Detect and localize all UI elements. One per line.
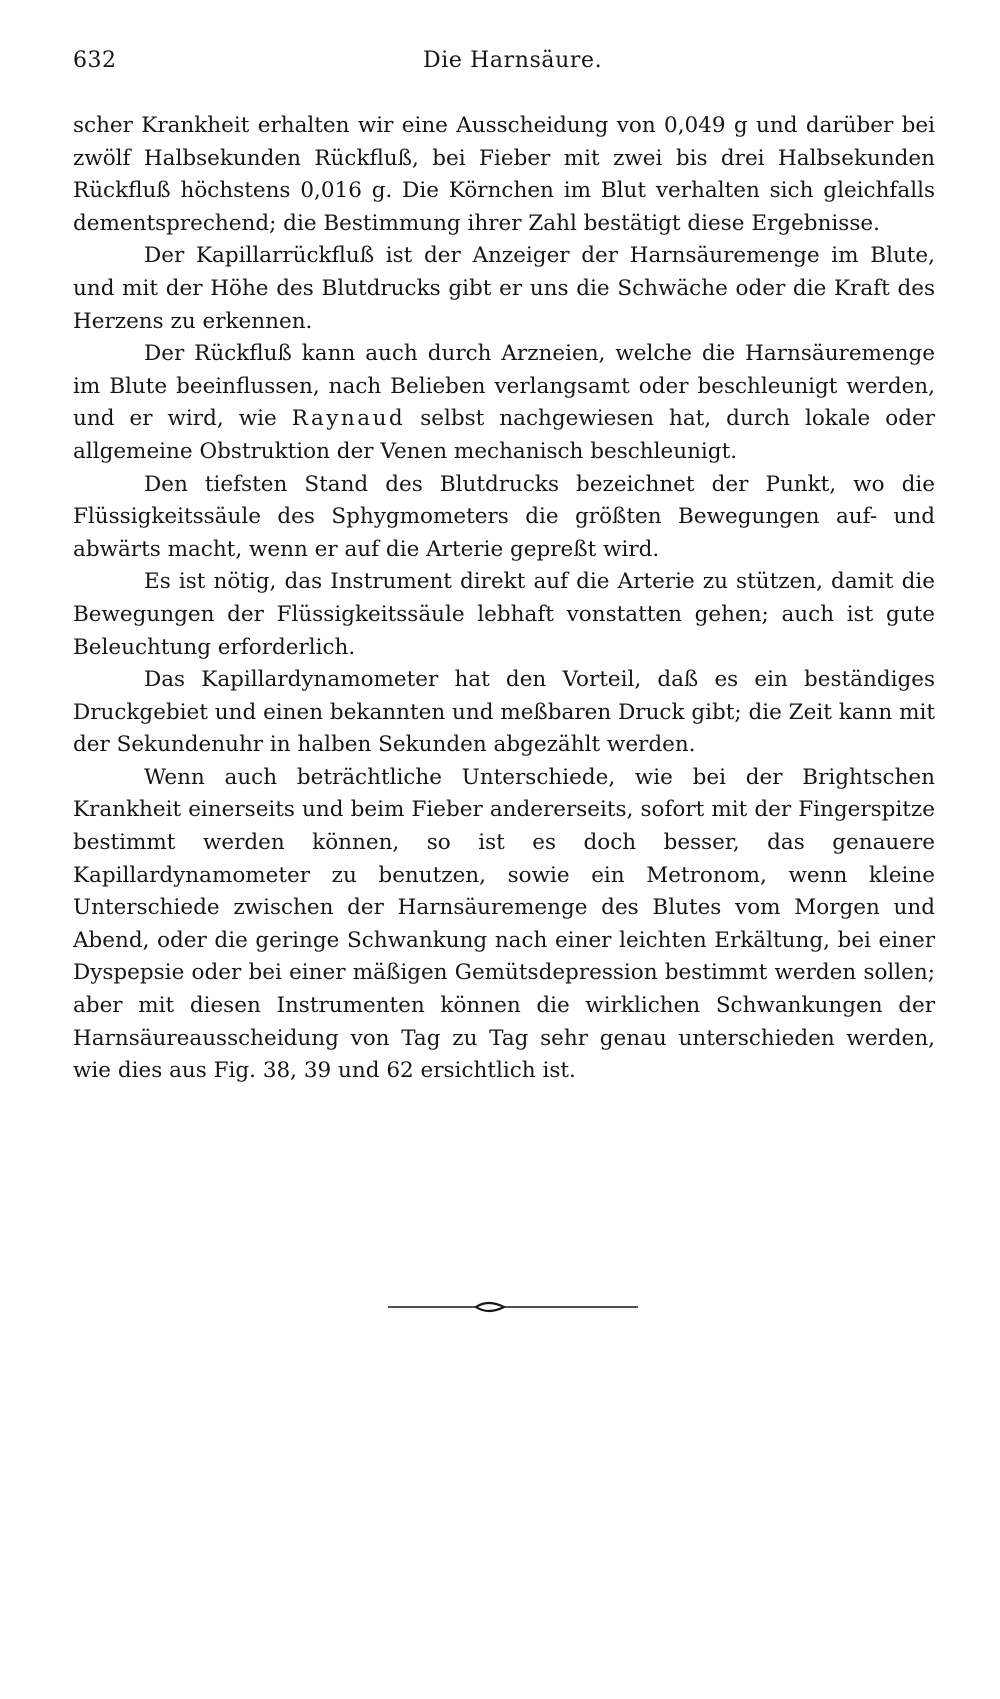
paragraph-continuation: scher Krankheit erhalten wir eine Ausscheidung von 0,049 g und darüber bei zwölf Halbsekunden Rückfluß, bei Fieber mit zwei bis drei Halbsekunden Rückfluß höchstens 0,016 g. Die Körnchen im Blut verhalten sich gleichfalls dementsprechend; die Bestimmung ihrer Zahl bestätigt diese Ergebnisse. bbox=[73, 113, 935, 236]
paragraph-text: selbst nachgewiesen hat, durch lokale oder allgemeine Obstruktion der Venen mechanisch beschleunigt. bbox=[73, 406, 935, 464]
paragraph: Das Kapillardynamometer hat den Vorteil, daß es ein beständiges Druckgebiet und einen bekannten und meßbaren Druck gibt; die Zeit kann mit der Sekundenuhr in halben Sekunden abgezählt werden. bbox=[73, 667, 935, 758]
page-header bbox=[73, 48, 938, 78]
paragraph: Den tiefsten Stand des Blutdrucks bezeichnet der Punkt, wo die Flüssigkeitssäule des Sphygmometers die größten Bewegungen auf- und abwärts macht, wenn er auf die Arterie gepreßt wird. bbox=[73, 471, 935, 562]
running-title: Die Harnsäure. bbox=[423, 48, 603, 73]
body-text bbox=[73, 110, 935, 1088]
paragraph: Es ist nötig, das Instrument direkt auf die Arterie zu stützen, damit die Bewegungen der Flüssigkeitssäule lebhaft vonstatten gehen; auch ist gute Beleuchtung erforderlich. bbox=[73, 569, 935, 660]
page-number: 632 bbox=[73, 48, 117, 73]
paragraph-text: Der Rückfluß kann auch durch Arzneien, welche die Harnsäuremenge im Blute beeinflussen, nach Belieben verlangsamt oder beschleunigt werden, und er wird, wie bbox=[73, 341, 935, 432]
paragraph: Der Kapillarrückfluß ist der Anzeiger der Harnsäuremenge im Blute, und mit der Höhe des Blutdrucks gibt er uns die Schwäche oder die Kraft des Herzens zu erkennen. bbox=[73, 243, 935, 334]
author-name: Raynaud bbox=[291, 406, 406, 432]
paragraph: Wenn auch beträchtliche Unterschiede, wie bei der Brightschen Krankheit einerseits und beim Fieber andererseits, sofort mit der Fingerspitze bestimmt werden können, so ist es doch besser, das genauere Kapillardynamometer zu benutzen, sowie ein Metronom, wenn kleine Unterschiede zwischen der Harnsäuremenge des Blutes vom Morgen und Abend, oder die geringe Schwankung nach einer leichten Erkältung, bei einer Dyspepsie oder bei einer mäßigen Gemütsdepression bestimmt werden sollen; aber mit diesen Instrumenten können die wirklichen Schwankungen der Harnsäureausscheidung von Tag zu Tag sehr genau unterschieden werden, wie dies aus Fig. 38, 39 und 62 ersichtlich ist. bbox=[73, 764, 935, 1084]
section-end-ornament bbox=[388, 1297, 638, 1317]
paragraph bbox=[73, 338, 935, 468]
